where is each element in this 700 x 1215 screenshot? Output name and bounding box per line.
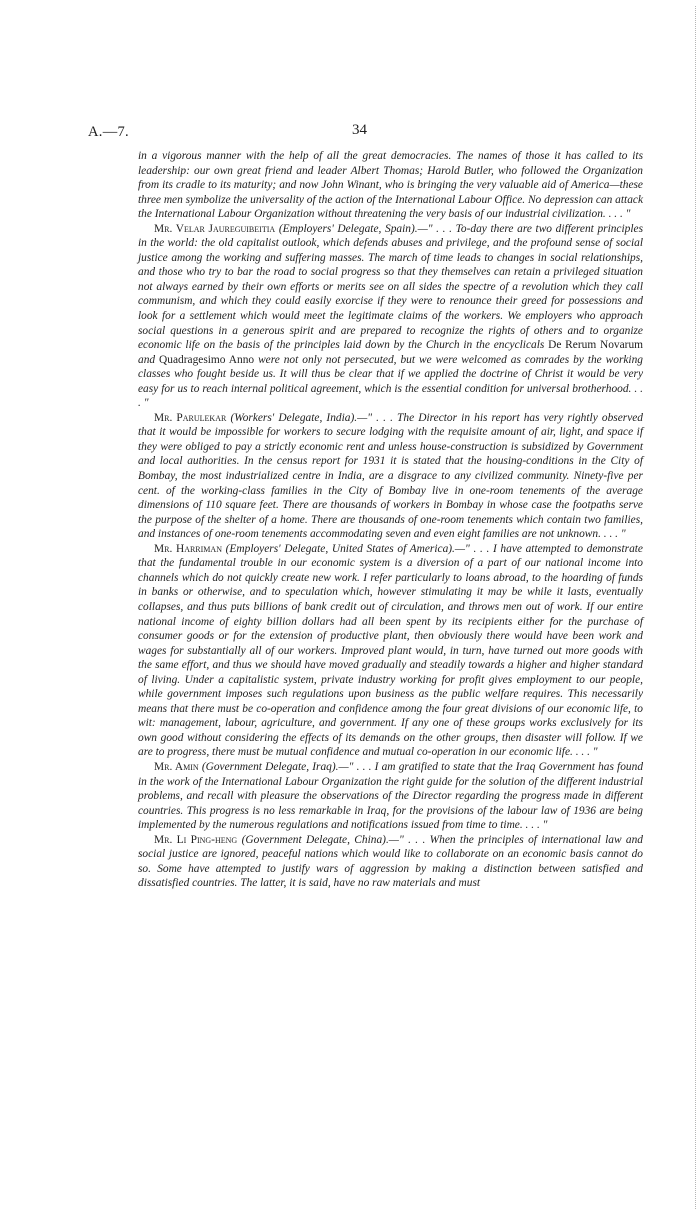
body-text	[138, 149, 643, 891]
speaker-name: Mr. Harriman	[154, 542, 222, 555]
paragraph-text: " . . . I am gratified to state that the Iraq Government has found in the work of the International Labour Organization the right guide for the solution of the different industrial problems, and recall with pleasure the observations of the Director regarding the progress made in different countries. This progress is no less remarkable in Iraq, for the provisions of the labour law of 1936 are being implemented by the numerous regulations and notifications issued from time to time. . . . "	[138, 760, 644, 832]
paragraph-text: " . . . I have attempted to demonstrate that the fundamental trouble in our economic system is a diversion of a part of our national income into channels which do not quickly create new work. I refer particularly to loans abroad, to the hoarding of funds in banks or otherwise, and to speculation which, however stimulating it may be while it lasts, eventually collapses, and thus puts billions of bank credit out of circulation, and throws men out of work. If our entire national income of eighty billion dollars had all been spent by its recipients either for the purchase of consumer goods or for the extension of productive plant, then obviously there would have been work and wages for substantially all of our workers. Improved plant would, in turn, have turned out more goods with the same effort, and thus we should have moved gradually and steadily towards a higher and higher standard of living. Under a capitalistic system, private industry working for profit gives employment to our people, while government imposes such regulations upon business as the public welfare requires. This necessarily means that there must be co-operation and confidence among the four great divisions of our economic life, to wit: management, labour, agriculture, and government. If any one of these groups works exclusively for its own good without considering the effects of its demands on the other groups, then disaster will follow. If we are to progress, there must be mutual confidence and mutual co-operation in our economic life. . . . "	[138, 542, 643, 759]
paragraph-text: were not only not persecuted, but we were welcomed as comrades by the working classes who fought beside us. It will thus be clear that if we applied the doctrine of Christ it would be very easy for us to reach internal political agreement, which is the essential condition for universal brotherhood. . . . "	[138, 353, 643, 410]
speaker-name: Mr. Velar Jaureguibeitia	[154, 222, 276, 235]
paragraph-text: " . . . When the principles of international law and social justice are ignored, peaceful nations which would like to collaborate on an economic basis cannot do so. Some have attempted to justify wars of aggression by making a distinction between satisfied and dissatisfied countries. The latter, it is said, have no raw materials and must	[138, 833, 644, 890]
speaker-name: Mr. Li Ping-heng	[154, 833, 238, 846]
speaker-name: Mr. Parulekar	[154, 411, 227, 424]
speaker-role: (Workers' Delegate, India).—	[230, 411, 368, 424]
paragraph-harriman	[138, 542, 643, 760]
paragraph-li-ping-heng	[138, 833, 643, 891]
page-edge-dotted-line	[693, 6, 696, 1209]
roman-title: De Rerum Novarum	[548, 339, 643, 352]
paragraph-amin	[138, 760, 643, 833]
speaker-role: (Employers' Delegate, Spain).—	[278, 222, 428, 235]
paragraph-velar	[138, 222, 643, 411]
paragraph-continuation	[138, 149, 643, 222]
speaker-name: Mr. Amin	[154, 760, 199, 773]
paragraph-parulekar	[138, 411, 643, 542]
speaker-role: (Government Delegate, China).—	[241, 833, 399, 846]
speaker-role: (Government Delegate, Iraq).—	[201, 760, 349, 773]
paragraph-text: " . . . To-day there are two different principles in the world: the old capitalist outlook, which defends abuses and privilege, and the profound sense of social justice among the working and suffering masses. The march of time leads to changes in social relationships, and those who try to bar the road to social progress so that they themselves can retain a privileged situation not always earned by their own efforts or merits see on all sides the spectre of a revolution which they call communism, and which they could easily exorcise if they were to renounce their greed for possessions and look for a settlement which would meet the legitimate claims of the workers. We employers who approach social questions in a generous spirit and are prepared to recognize the rights of others and to organize economic life on the basis of the principles laid down by the Church in the encyclicals	[138, 222, 644, 352]
roman-title: Quadragesimo Anno	[159, 353, 255, 366]
document-reference: A.—7.	[88, 124, 129, 140]
paragraph-text: in a vigorous manner with the help of all the great democracies. The names of those it has called to its leadership: our own great friend and leader Albert Thomas; Harold Butler, who followed the Organization from its cradle to its maturity; and now John Winant, who is bringing the very valuable aid of America—these three men symbolize the universality of the action of the International Labour Office. No depression can attack the International Labour Organization without threatening the very basis of our industrial civilization. . . . "	[138, 150, 644, 221]
speaker-role: (Employers' Delegate, United States of America).—	[225, 542, 466, 555]
paragraph-text: " . . . The Director in his report has very rightly observed that it would be impossible for workers to secure lodging with the requisite amount of air, light, and space if they were obliged to pay a strictly economic rent and unless house-construction is subsidized by Government and local authorities. In the census report for 1931 it is stated that the housing-conditions in the City of Bombay, the most industrialized centre in India, are a disgrace to any civilized community. Ninety-five per cent. of the working-class families in the City of Bombay live in one-room tenements of the average dimensions of 110 square feet. There are thousands of workers in Bombay in whose case the footpaths serve the purpose of the shelter of a home. There are thousands of one-room tenements which contain two families, and instances of one-room tenements accommodating seven and even eight families are not unknown. . . . "	[138, 411, 643, 541]
paragraph-text: and	[138, 353, 160, 366]
page-number: 34	[352, 122, 367, 138]
